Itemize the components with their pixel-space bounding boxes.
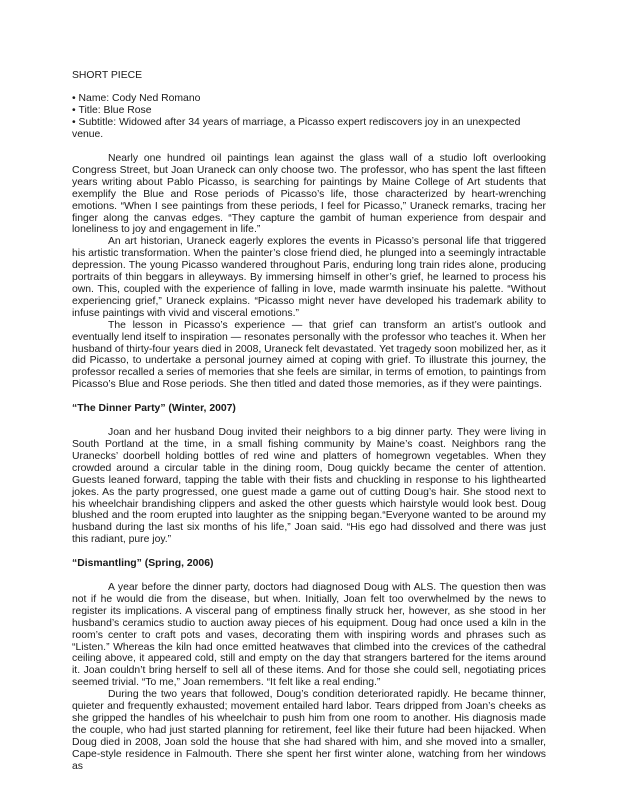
intro-paragraph-2: An art historian, Uraneck eagerly explores the events in Picasso’s personal life that triggered his artistic transformation. When the painter’s close friend died, he plunged into a seemingly intractable depression. The young Picasso wandered throughout Paris, enduring long train rides alone, producing portraits of thin beggars in alleyways. By immersing himself in other’s grief, he learned to process his own. This, coupled with the experience of falling in love, made warmth insinuate his palette. “Without experiencing grief,” Uraneck explains. “Picasso might never have developed his trademark ability to infuse paintings with vivid and visceral emotions.” [72, 236, 546, 319]
meta-title: • Title: Blue Rose [72, 105, 546, 117]
section-dismantling [72, 558, 546, 772]
section-dinner-party [72, 403, 546, 546]
intro [72, 153, 546, 391]
meta-subtitle: • Subtitle: Widowed after 34 years of marriage, a Picasso expert rediscovers joy in an unexpected venue. [72, 117, 546, 141]
intro-paragraph-1: Nearly one hundred oil paintings lean against the glass wall of a studio loft overlooking Congress Street, but Joan Uraneck can only choose two. The professor, who has spent the last fifteen years writing about Pablo Picasso, is searching for paintings by Maine College of Art students that exemplify the Blue and Rose periods of Picasso’s life, those characterized by heart-wrenching emotions. “When I see paintings from these periods, I feel for Picasso,” Uraneck remarks, tracing her finger along the canvas edges. “They capture the gambit of human experience from despair and loneliness to joy and engagement in life.” [72, 153, 546, 236]
metadata-list [72, 93, 546, 141]
intro-paragraph-3: The lesson in Picasso’s experience — that grief can transform an artist’s outlook and eventually lend itself to inspiration — resonates personally with the professor who teaches it. When her husband of thirty-four years died in 2008, Uraneck felt devastated. Yet tragedy soon mobilized her, as it did Picasso, to undertake a personal journey aimed at coping with grief. To illustrate this journey, the professor recalled a series of memories that she feels are similar, in terms of emotion, to paintings from Picasso’s Blue and Rose periods. She then titled and dated those memories, as if they were paintings. [72, 319, 546, 391]
dismantling-paragraph-1: A year before the dinner party, doctors had diagnosed Doug with ALS. The question then was not if he would die from the disease, but when. Initially, Joan felt too overwhelmed by the news to register its implications. A visceral pang of emptiness finally struck her, however, as she stood in her husband’s ceramics studio to auction away pieces of his equipment. Doug had once used a kiln in the room’s center to craft pots and vases, decorating them with inspiring words and phrases such as “Listen.” Whereas the kiln had once emitted heatwaves that climbed into the crevices of the cathedral ceiling above, it appeared cold, still and empty on the day that strangers bartered for the items around it. Joan couldn’t bring herself to sell all of these items. And for those she could sell, negotiating prices seemed trivial. “To me,” Joan remembers. “It felt like a real ending.” [72, 582, 546, 689]
section-heading-dinner-party: “The Dinner Party” (Winter, 2007) [72, 403, 236, 415]
dinner-party-paragraph-1: Joan and her husband Doug invited their neighbors to a big dinner party. They were living in South Portland at the time, in a small fishing community by Maine’s coast. Neighbors rang the Uranecks’ doorbell holding bottles of red wine and platters of homegrown vegetables. When they crowded around a circular table in the dining room, Doug quickly became the center of attention. Guests leaned forward, tapping the table with their fists and chuckling in response to his lighthearted jokes. As the party progressed, one guest made a game out of cutting Doug’s hair. She stood next to his wheelchair brandishing clippers and asked the other guests which hairstyle would look best. Doug blushed and the room erupted into laughter as the snipping began.“Everyone wanted to be around my husband during the last six months of his life,” Joan said. “His ego had dissolved and there was just this radiant, pure joy.” [72, 427, 546, 546]
document-page [72, 70, 546, 773]
meta-name: • Name: Cody Ned Romano [72, 93, 546, 105]
section-heading-dismantling: “Dismantling” (Spring, 2006) [72, 558, 214, 570]
dismantling-paragraph-2: During the two years that followed, Doug’s condition deteriorated rapidly. He became thinner, quieter and frequently exhausted; movement entailed hard labor. Tears dripped from Joan’s cheeks as she gripped the handles of his wheelchair to push him from one room to another. His diagnosis made the couple, who had just started planning for retirement, feel like their future had been hijacked. When Doug died in 2008, Joan sold the house that she had shared with him, and she moved into a smaller, Cape-style residence in Falmouth. There she spent her first winter alone, watching from her windows as [72, 689, 546, 772]
document-label: SHORT PIECE [72, 70, 143, 81]
